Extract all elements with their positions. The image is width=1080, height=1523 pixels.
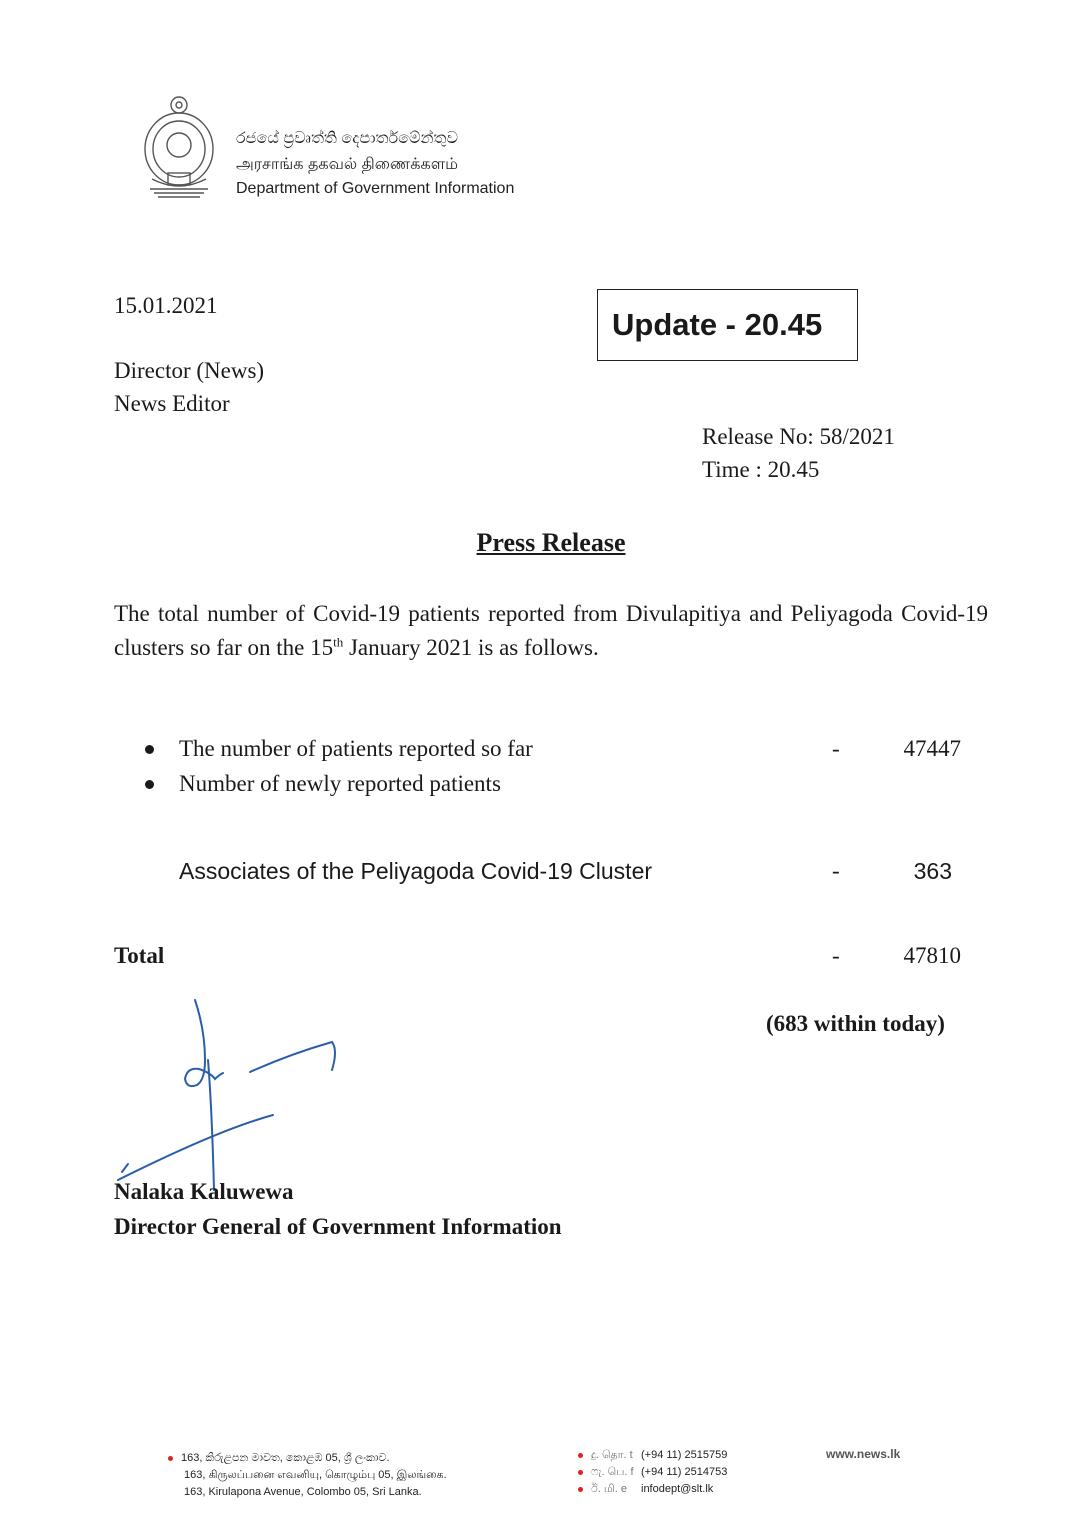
reported-dash: - xyxy=(832,736,840,761)
addressee xyxy=(114,354,264,421)
release-number: Release No: 58/2021 xyxy=(702,424,895,449)
bullet-icon xyxy=(578,1487,583,1492)
associates-label: Associates of the Peliyagoda Covid-19 Cluster xyxy=(179,858,653,884)
total-dash: - xyxy=(832,943,840,968)
email-value: infodept@slt.lk xyxy=(641,1483,714,1495)
footer-address xyxy=(168,1450,447,1501)
email-label: ඊ. மி. e xyxy=(591,1483,627,1495)
release-info xyxy=(702,420,895,487)
associates-dash: - xyxy=(832,858,840,883)
contact-phone xyxy=(578,1447,727,1464)
intro-text: The total number of Covid-19 patients reported from Divulapitiya and Peliyagoda Covid-19 clusters so far on the 15 xyxy=(114,601,988,660)
today-note: (683 within today) xyxy=(766,1011,945,1036)
document-date: 15.01.2021 xyxy=(114,293,218,318)
website-link[interactable]: www.news.lk xyxy=(826,1447,901,1461)
addressee-line: Director (News) xyxy=(114,358,265,383)
address-line-sinhala: 163, කිරුළපන මාවත, කොළඹ 05, ශ්‍රී ලංකාව. xyxy=(181,1452,390,1464)
list-item-reported xyxy=(145,736,533,762)
bullet-icon xyxy=(578,1453,583,1458)
signature-image xyxy=(100,990,360,1200)
reported-label: The number of patients reported so far xyxy=(179,736,533,761)
total-label: Total xyxy=(114,943,165,968)
addressee-line: News Editor xyxy=(114,391,230,417)
reported-value: 47447 xyxy=(903,736,961,761)
fax-value: (+94 11) 2514753 xyxy=(641,1466,728,1478)
footer-contacts xyxy=(578,1447,727,1498)
bullet-icon xyxy=(145,745,154,754)
list-item-newly-reported xyxy=(145,771,501,797)
signatory-name: Nalaka Kaluwewa xyxy=(114,1179,294,1204)
contact-email xyxy=(578,1481,727,1498)
address-line-english: 163, Kirulapona Avenue, Colombo 05, Sri Lanka. xyxy=(184,1486,422,1498)
address-line-tamil: 163, கிருலப்பனை எவனியு, கொழும்பு 05, இலங்கை. xyxy=(184,1469,447,1481)
department-name-english: Department of Government Information xyxy=(236,180,515,197)
department-name-sinhala: රජයේ ප්‍රවෘත්ති දෙපාර්තමේන්තුව xyxy=(236,130,459,147)
intro-superscript: th xyxy=(333,634,344,650)
update-box: Update - 20.45 xyxy=(597,289,858,361)
signatory-title: Director General of Government Information xyxy=(114,1214,562,1239)
emblem-logo xyxy=(140,93,218,203)
newly-reported-label: Number of newly reported patients xyxy=(179,771,501,796)
bullet-icon xyxy=(145,780,154,789)
contact-fax xyxy=(578,1464,727,1481)
release-time: Time : 20.45 xyxy=(702,457,820,483)
department-name-tamil: அரசாங்க தகவல் திணைக்களம் xyxy=(236,156,459,173)
bullet-icon xyxy=(168,1456,173,1461)
bullet-icon xyxy=(578,1470,583,1475)
associates-value: 363 xyxy=(913,858,952,884)
fax-label: ෆැ. பெ. f xyxy=(591,1466,634,1478)
intro-text-end: January 2021 is as follows. xyxy=(343,635,599,660)
intro-paragraph xyxy=(114,597,988,665)
phone-value: (+94 11) 2515759 xyxy=(641,1449,728,1461)
phone-label: දු. தொ. t xyxy=(591,1449,633,1461)
total-value: 47810 xyxy=(903,943,961,968)
press-release-title: Press Release xyxy=(476,528,626,557)
